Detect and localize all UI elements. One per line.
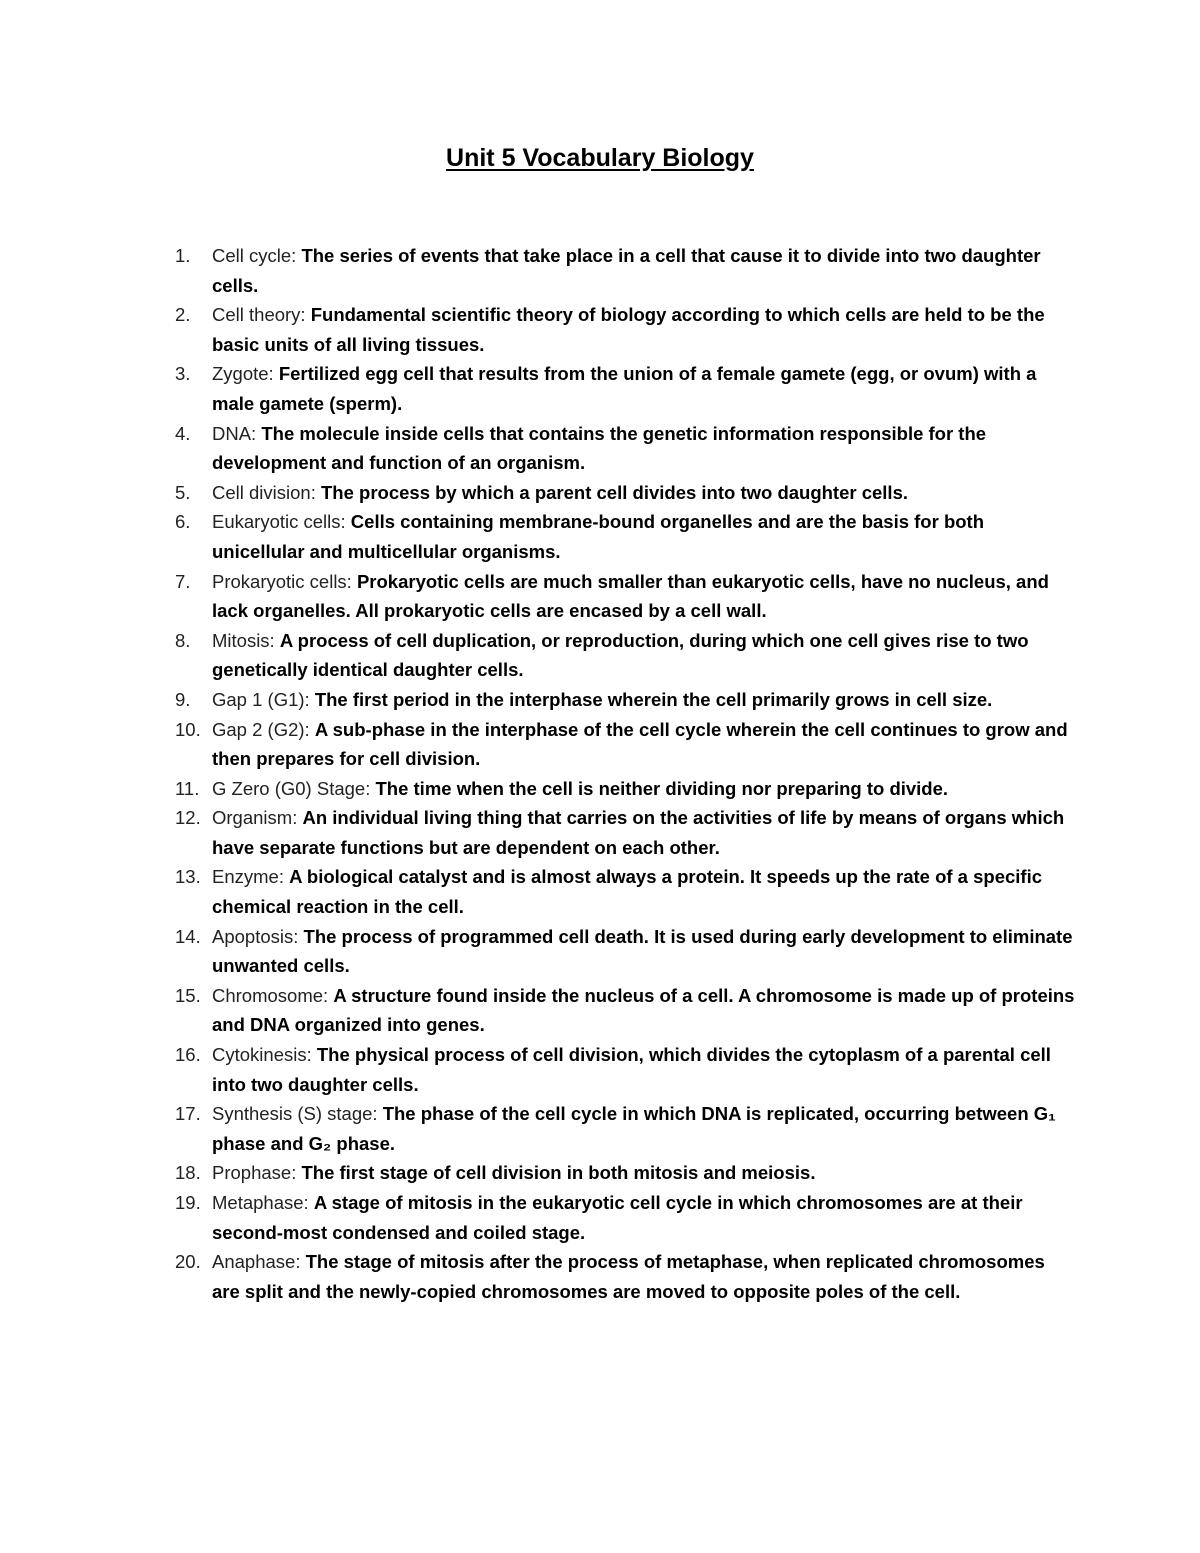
item-number: 2.: [175, 304, 191, 326]
item-number: 11.: [175, 777, 200, 799]
item-term: Apoptosis:: [212, 925, 304, 947]
list-item: [175, 685, 1075, 715]
list-item: [175, 1247, 1075, 1306]
list-item: [175, 803, 1075, 862]
list-item: [175, 862, 1075, 921]
item-term: Mitosis:: [212, 629, 280, 651]
item-term: Cell division:: [212, 481, 321, 503]
item-definition: The physical process of cell division, which divides the cytoplasm of a parental cell into two daughter cells.: [212, 1044, 1051, 1095]
item-number: 5.: [175, 481, 191, 503]
item-term: DNA:: [212, 422, 262, 444]
item-number: 9.: [175, 688, 191, 710]
item-number: 6.: [175, 511, 191, 533]
item-number: 15.: [175, 984, 201, 1006]
list-item: [175, 300, 1075, 359]
item-term: Gap 2 (G2):: [212, 718, 315, 740]
item-term: Eukaryotic cells:: [212, 511, 351, 533]
list-item: [175, 774, 1075, 804]
item-definition: Fundamental scientific theory of biology according to which cells are held to be the basic units of all living tissues.: [212, 304, 1045, 355]
item-term: Metaphase:: [212, 1192, 314, 1213]
list-item: [175, 478, 1075, 508]
item-definition: Cells containing membrane-bound organelles and are the basis for both unicellular and multicellular organisms.: [212, 511, 985, 562]
item-definition: The time when the cell is neither dividing nor preparing to divide.: [375, 777, 949, 799]
item-definition: The series of events that take place in a cell that cause it to divide into two daughter cells.: [212, 245, 1041, 296]
item-term: Anaphase:: [212, 1251, 306, 1273]
item-number: 4.: [175, 422, 191, 444]
item-definition: Fertilized egg cell that results from the union of a female gamete (egg, or ovum) with a male gamete (sperm).: [212, 363, 1037, 414]
list-item: [175, 507, 1075, 566]
item-term: Chromosome:: [212, 984, 334, 1006]
item-term: Enzyme:: [212, 866, 290, 888]
item-term: Prophase:: [212, 1162, 302, 1184]
item-definition: A process of cell duplication, or reproduction, during which one cell gives rise to two genetically identical daughter cells.: [212, 629, 1029, 681]
item-definition: A sub-phase in the interphase of the cell cycle wherein the cell continues to grow and then prepares for cell division.: [212, 718, 1068, 770]
list-item: [175, 981, 1075, 1040]
list-item: [175, 567, 1075, 626]
item-term: Organism:: [212, 807, 303, 829]
list-item: [175, 241, 1075, 300]
item-number: 3.: [175, 363, 191, 385]
item-definition: A stage of mitosis in the eukaryotic cell cycle in which chromosomes are at their second-most condensed and coiled stage.: [212, 1192, 1023, 1243]
list-item: [175, 419, 1075, 478]
item-term: Zygote:: [212, 363, 279, 385]
item-number: 13.: [175, 866, 201, 888]
item-definition: The stage of mitosis after the process of metaphase, when replicated chromosomes are split and the newly-copied chromosomes are moved to opposite poles of the cell.: [212, 1251, 1045, 1302]
list-item: [175, 626, 1075, 685]
item-term: G Zero (G0) Stage:: [212, 777, 376, 799]
page-title: Unit 5 Vocabulary Biology: [446, 144, 754, 172]
item-definition: An individual living thing that carries on the activities of life by means of organs which have separate functions but are dependent on each other.: [212, 807, 1065, 858]
list-item: [175, 1040, 1075, 1099]
item-term: Synthesis (S) stage:: [212, 1103, 383, 1125]
list-item: [175, 1188, 1075, 1247]
item-number: 16.: [175, 1044, 201, 1066]
item-definition: A structure found inside the nucleus of a cell. A chromosome is made up of proteins and DNA organized into genes.: [212, 984, 1075, 1036]
item-term: Cell theory:: [212, 304, 311, 326]
item-number: 18.: [175, 1162, 201, 1184]
item-number: 12.: [175, 807, 201, 829]
item-number: 7.: [175, 570, 191, 592]
item-number: 1.: [175, 245, 191, 266]
item-number: 17.: [175, 1103, 201, 1125]
item-term: Prokaryotic cells:: [212, 570, 357, 592]
item-definition: The process by which a parent cell divides into two daughter cells.: [321, 481, 909, 503]
list-item: [175, 1099, 1075, 1158]
item-term: Gap 1 (G1):: [212, 688, 315, 710]
item-definition: The first period in the interphase wherein the cell primarily grows in cell size.: [314, 688, 993, 710]
item-number: 19.: [175, 1192, 201, 1213]
item-definition: A biological catalyst and is almost always a protein. It speeds up the rate of a specific chemical reaction in the cell.: [212, 866, 1043, 918]
item-definition: Prokaryotic cells are much smaller than eukaryotic cells, have no nucleus, and lack organelles. All prokaryotic cells are encased by a cell wall.: [212, 570, 1049, 622]
list-item: [175, 1158, 1075, 1188]
item-term: Cytokinesis:: [212, 1044, 317, 1066]
item-term: Cell cycle:: [212, 245, 302, 266]
list-item: [175, 715, 1075, 774]
item-number: 14.: [175, 925, 201, 947]
item-definition: The phase of the cell cycle in which DNA is replicated, occurring between G₁ phase and G₂ phase.: [212, 1103, 1056, 1154]
item-definition: The molecule inside cells that contains the genetic information responsible for the development and function of an organism.: [212, 422, 987, 474]
item-number: 8.: [175, 629, 191, 651]
list-item: [175, 922, 1075, 981]
item-definition: The first stage of cell division in both mitosis and meiosis.: [301, 1162, 816, 1184]
item-definition: The process of programmed cell death. It is used during early development to eliminate unwanted cells.: [212, 925, 1073, 977]
item-number: 20.: [175, 1251, 201, 1273]
item-number: 10.: [175, 718, 201, 740]
vocabulary-list: [175, 241, 1075, 1306]
list-item: [175, 359, 1075, 418]
